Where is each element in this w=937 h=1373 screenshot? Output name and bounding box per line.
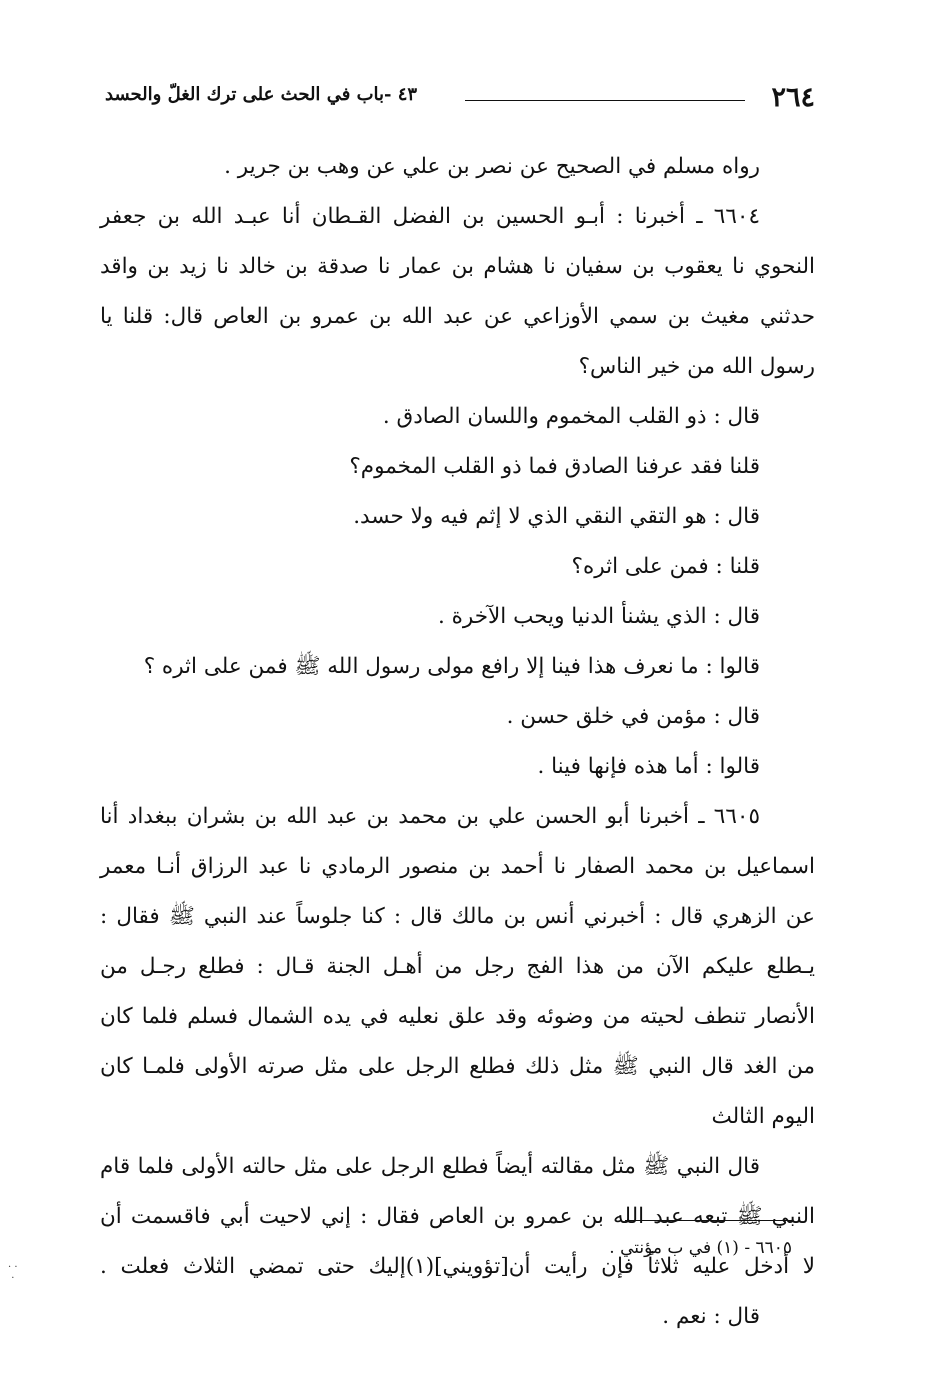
text-line: النحوي نا يعقوب بن سفيان نا هشام بن عمار نا صدقة بن خالد نا زيد بن واقد bbox=[100, 254, 815, 279]
dialogue-line: قلنا : فمن على اثره؟ bbox=[571, 554, 760, 579]
header-rule bbox=[465, 100, 745, 101]
chapter-title: ٤٣ -باب في الحث على ترك الغلّ والحسد bbox=[105, 84, 418, 105]
text-line: رواه مسلم في الصحيح عن نصر بن علي عن وهب بن جرير . bbox=[224, 154, 760, 179]
dialogue-line: قال : ذو القلب المخموم واللسان الصادق . bbox=[382, 404, 760, 429]
main-text bbox=[100, 142, 815, 1342]
dialogue-line: قالوا : أما هذه فإنها فينا . bbox=[537, 754, 760, 779]
dialogue-line: قال : مؤمن في خلق حسن . bbox=[506, 704, 760, 729]
page-number: ٢٦٤ bbox=[771, 82, 815, 113]
dialogue-line: قلنا فقد عرفنا الصادق فما ذو القلب المخموم؟ bbox=[349, 454, 760, 479]
page-header bbox=[105, 78, 815, 118]
dialogue-line: قال : نعم . bbox=[662, 1304, 760, 1329]
text-line: من الغد قال النبي ﷺ مثل ذلك فطلع الرجل على مثل صرته الأولى فلمـا كان bbox=[100, 1054, 815, 1079]
text-line: الأنصار تنطف لحيته من وضوئه وقد علق نعليه في يده الشمال فسلم فلما كان bbox=[100, 1004, 815, 1029]
text-line: اليوم الثالث bbox=[711, 1104, 815, 1129]
text-line: اسماعيل بن محمد الصفار نا أحمد بن منصور الرمادي نا عبد الرزاق أنـا معمر bbox=[100, 854, 815, 879]
text-line: قال النبي ﷺ مثل مقالته أيضاً فطلع الرجل على مثل حالته الأولى فلما قام bbox=[100, 1154, 760, 1179]
text-line: رسول الله من خير الناس؟ bbox=[578, 354, 815, 379]
scan-specks: · · · bbox=[8, 1262, 18, 1284]
hadith-6604-start: ٦٦٠٤ ـ أخبرنا : أبـو الحسين بن الفضل القـطان أنا عبـد الله بن جعفر bbox=[100, 204, 760, 229]
text-line: عن الزهري قال : أخبرني أنس بن مالك قال : كنا جلوساً عند النبي ﷺ فقال : bbox=[100, 904, 815, 929]
footnote: ٦٦٠٥ - (١) في ب مؤنتي . bbox=[609, 1238, 792, 1258]
dialogue-line: قالوا : ما نعرف هذا فينا إلا رافع مولى رسول الله ﷺ فمن على اثره ؟ bbox=[143, 654, 760, 679]
text-line: لا أدخل عليه ثلاثاً فإن رأيت أن[تؤويني](١)إليك حتى تمضي الثلاث فعلت . bbox=[100, 1254, 815, 1279]
dialogue-line: قال : هو التقي النقي الذي لا إثم فيه ولا حسد. bbox=[353, 504, 760, 529]
dialogue-line: قال : الذي يشنأ الدنيا ويحب الآخرة . bbox=[437, 604, 760, 629]
text-line: حدثني مغيث بن سمي الأوزاعي عن عبد الله بن عمرو بن العاص قال: قلنا يا bbox=[100, 304, 815, 329]
hadith-6605-start: ٦٦٠٥ ـ أخبرنا أبو الحسن علي بن محمد بن عبد الله بن بشران ببغداد أنا bbox=[100, 804, 760, 829]
text-line: يـطلع عليكم الآن من هذا الفج رجل من أهـل الجنة قـال : فطلع رجـل من bbox=[100, 954, 815, 979]
text-line: النبي ﷺ تبعه عبد الله بن عمرو بن العاص فقال : إني لاحيت أبي فاقسمت أن bbox=[100, 1204, 815, 1229]
footnote-rule bbox=[625, 1220, 793, 1221]
